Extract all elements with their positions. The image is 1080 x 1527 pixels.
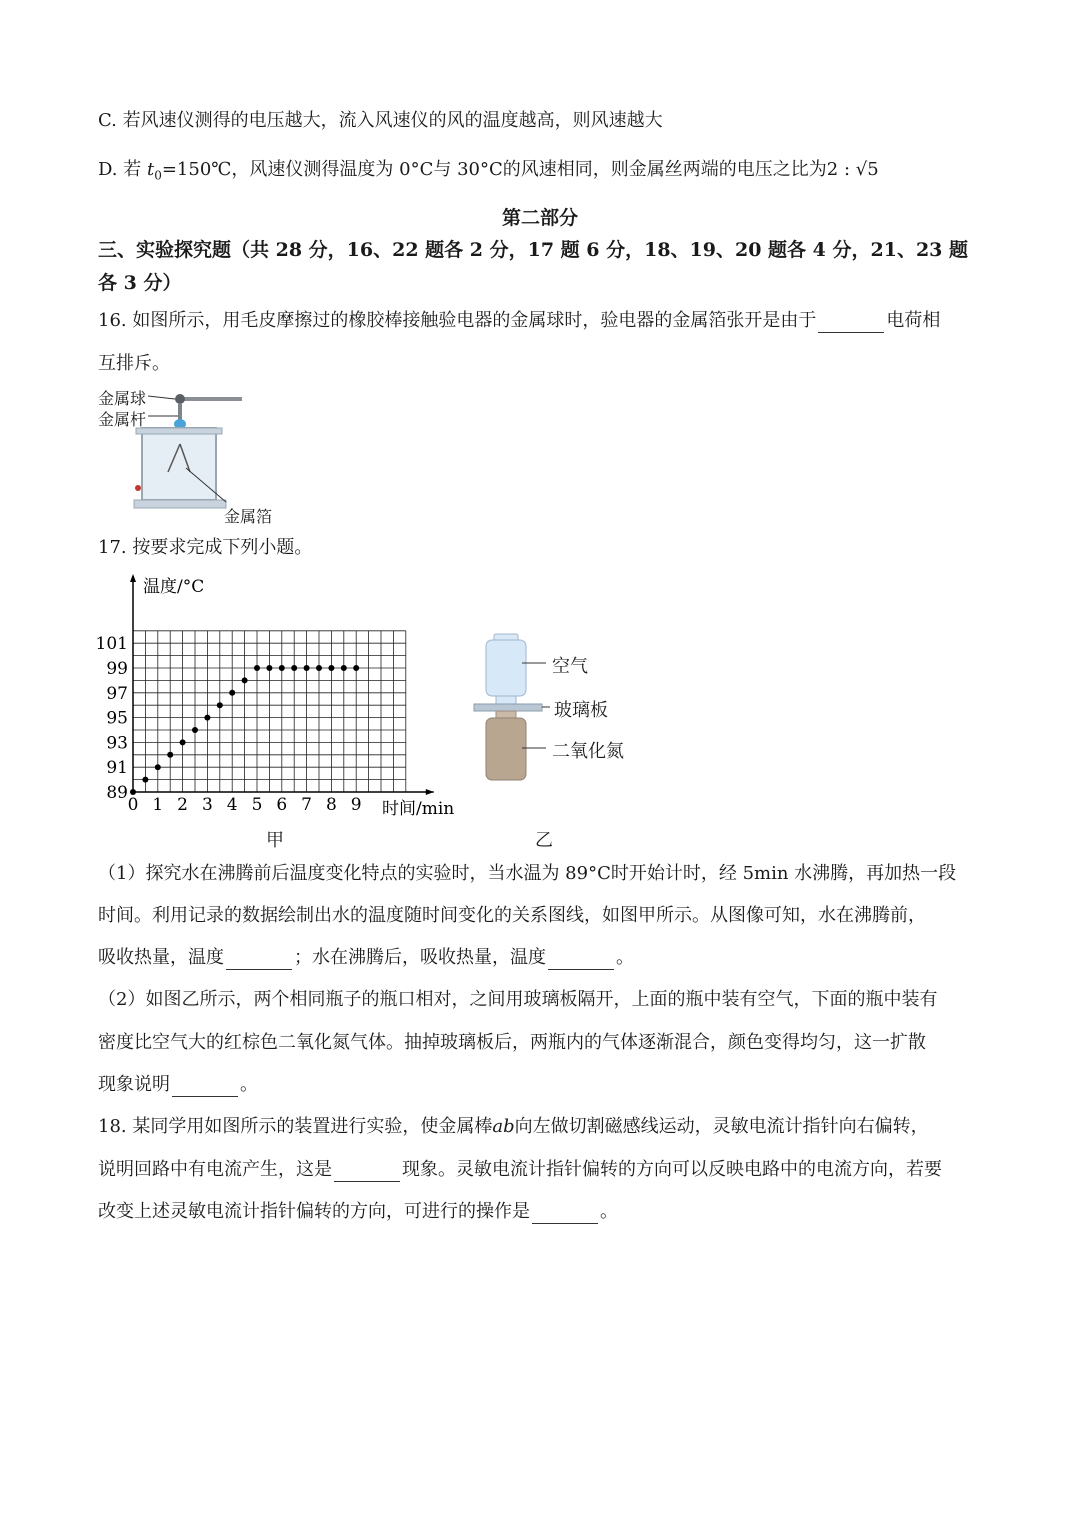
- data-point: [192, 727, 198, 733]
- jar-lid: [136, 428, 222, 434]
- y-axis-label: 温度/°C: [143, 577, 205, 597]
- data-point: [130, 789, 136, 795]
- x-tick-labels: [128, 795, 362, 815]
- x-tick-label: 1: [152, 795, 164, 815]
- q17-intro: 17. 按要求完成下列小题。: [98, 537, 313, 558]
- part-title: 第二部分: [501, 207, 578, 229]
- data-point: [316, 665, 322, 671]
- glass-plate: [474, 704, 542, 711]
- q17-part2-line1: （2）如图乙所示，两个相同瓶子的瓶口相对，之间用玻璃板隔开，上面的瓶中装有空气，下面的瓶中装有: [98, 989, 938, 1010]
- data-point: [304, 665, 310, 671]
- q17-blank-3[interactable]: [172, 1078, 238, 1097]
- y-tick-labels: [96, 634, 128, 803]
- q17-part2-text-b: 。: [240, 1074, 258, 1095]
- electroscope-figure: [98, 384, 298, 526]
- x-tick-label: 5: [251, 795, 263, 815]
- bottom-bottle-no2: [486, 718, 526, 780]
- q17-part2-line3: [98, 1073, 258, 1097]
- q18-line2: [98, 1158, 942, 1182]
- y-tick-label: 93: [106, 733, 128, 754]
- y-tick-label: 101: [95, 634, 128, 655]
- data-point: [217, 702, 223, 708]
- q16-blank[interactable]: [818, 314, 884, 333]
- y-tick-label: 99: [106, 659, 128, 679]
- y-tick-label: 91: [106, 758, 128, 779]
- q17-part1-line3: [98, 946, 634, 970]
- y-tick-label: 97: [106, 683, 128, 704]
- section-heading-line2: 各 3 分）: [98, 272, 182, 294]
- q18-line2-text-b: 现象。灵敏电流计指针偏转的方向可以反映电路中的电流方向，若要: [402, 1159, 942, 1180]
- data-point: [279, 665, 285, 671]
- figure-jia-label: 甲: [266, 830, 284, 851]
- q17-part1-text-a: 吸收热量，温度: [98, 947, 224, 968]
- q17-part2-line2: 密度比空气大的红棕色二氧化氮气体。抽掉玻璃板后，两瓶内的气体逐渐混合，颜色变得均匀，这一扩散: [98, 1032, 926, 1053]
- x-tick-label: 9: [350, 795, 362, 815]
- q17-part2-text-a: 现象说明: [98, 1074, 170, 1095]
- y-tick-label: 89: [106, 783, 128, 803]
- chart-grid: [133, 631, 406, 792]
- q17-part1-text-c: 。: [616, 947, 634, 968]
- label-metal-foil: 金属箔: [224, 507, 273, 526]
- q18-line1: [98, 1115, 929, 1139]
- q18-line3-text-b: 。: [600, 1201, 618, 1222]
- label-glass-plate: 玻璃板: [554, 700, 608, 721]
- glass-jar: [142, 428, 216, 500]
- x-axis-label: 时间/min: [382, 799, 455, 819]
- data-point: [180, 739, 186, 745]
- q18-blank-2[interactable]: [532, 1205, 598, 1224]
- option-d-ratio: 2 : √5: [826, 159, 879, 180]
- q17-part1-text-b: ；水在沸腾后，吸收热量，温度: [294, 947, 546, 968]
- top-bottle-air: [486, 640, 526, 696]
- data-point: [204, 715, 210, 721]
- red-terminal: [135, 485, 141, 491]
- x-tick-label: 3: [201, 795, 213, 815]
- q18-line3-text-a: 改变上述灵敏电流计指针偏转的方向，可进行的操作是: [98, 1201, 530, 1222]
- label-air: 空气: [552, 656, 588, 677]
- label-metal-ball: 金属球: [98, 389, 147, 408]
- q18-var-ab: ab: [492, 1116, 515, 1137]
- q18-text-b: 向左做切割磁感线运动，灵敏电流计指针向右偏转，: [514, 1116, 929, 1137]
- data-point: [353, 665, 359, 671]
- q18-blank-1[interactable]: [334, 1163, 400, 1182]
- data-point: [341, 665, 347, 671]
- jar-base: [134, 500, 226, 508]
- q17-blank-1[interactable]: [226, 951, 292, 970]
- section-heading-line1: 三、实验探究题（共 28 分，16、22 题各 2 分，17 题 6 分，18、19、20 题各 4 分，21、23 题: [98, 239, 969, 261]
- q18-line2-text-a: 说明回路中有电流产生，这是: [98, 1159, 332, 1180]
- option-d: [98, 158, 879, 188]
- q16-line2: 互排斥。: [98, 353, 170, 374]
- temperature-chart: [90, 572, 470, 822]
- leader-ball: [148, 396, 175, 399]
- data-point: [254, 665, 260, 671]
- y-axis-arrow: [130, 574, 136, 582]
- x-tick-label: 7: [301, 795, 313, 815]
- data-point: [266, 665, 272, 671]
- data-point: [142, 777, 148, 783]
- metal-ball: [175, 394, 185, 404]
- x-axis-arrow: [426, 789, 434, 795]
- rubber-rod: [182, 397, 242, 401]
- option-d-var: t: [146, 159, 155, 180]
- label-no2: 二氧化氮: [552, 741, 624, 762]
- data-point: [155, 764, 161, 770]
- q17-part1-line1: （1）探究水在沸腾前后温度变化特点的实验时，当水温为 89°C时开始计时，经 5min 水沸腾，再加热一段: [98, 863, 957, 884]
- data-point: [242, 677, 248, 683]
- q16-line1: [98, 309, 940, 333]
- figure-yi-label: 乙: [535, 830, 553, 851]
- option-d-prefix: D. 若: [98, 159, 142, 180]
- y-tick-label: 95: [106, 708, 128, 729]
- label-metal-rod: 金属杆: [98, 410, 147, 429]
- x-tick-label: 4: [226, 795, 238, 815]
- q17-blank-2[interactable]: [548, 951, 614, 970]
- x-tick-label: 8: [325, 795, 337, 815]
- diffusion-figure: [470, 630, 670, 790]
- data-point: [328, 665, 334, 671]
- option-d-mid: ，风速仪测得温度为 0°C与 30°C的风速相同，则金属丝两端的电压之比为: [231, 159, 827, 180]
- q16-text-b: 电荷相: [886, 310, 941, 331]
- data-point: [167, 752, 173, 758]
- data-point: [229, 690, 235, 696]
- q18-line3: [98, 1200, 618, 1224]
- q17-part1-line2: 时间。利用记录的数据绘制出水的温度随时间变化的关系图线，如图甲所示。从图像可知，水在沸腾前，: [98, 905, 926, 926]
- option-d-eq: =150℃: [161, 159, 232, 180]
- x-tick-label: 0: [127, 795, 139, 815]
- option-d-sub: 0: [154, 168, 162, 183]
- q18-text-a: 18. 某同学用如图所示的装置进行实验，使金属棒: [98, 1116, 493, 1137]
- option-c: C. 若风速仪测得的电压越大，流入风速仪的风的温度越高，则风速越大: [98, 110, 663, 131]
- x-tick-label: 2: [177, 795, 189, 815]
- x-tick-label: 6: [276, 795, 288, 815]
- q16-text-a: 16. 如图所示，用毛皮摩擦过的橡胶棒接触验电器的金属球时，验电器的金属箔张开是由于: [98, 310, 817, 331]
- data-point: [291, 665, 297, 671]
